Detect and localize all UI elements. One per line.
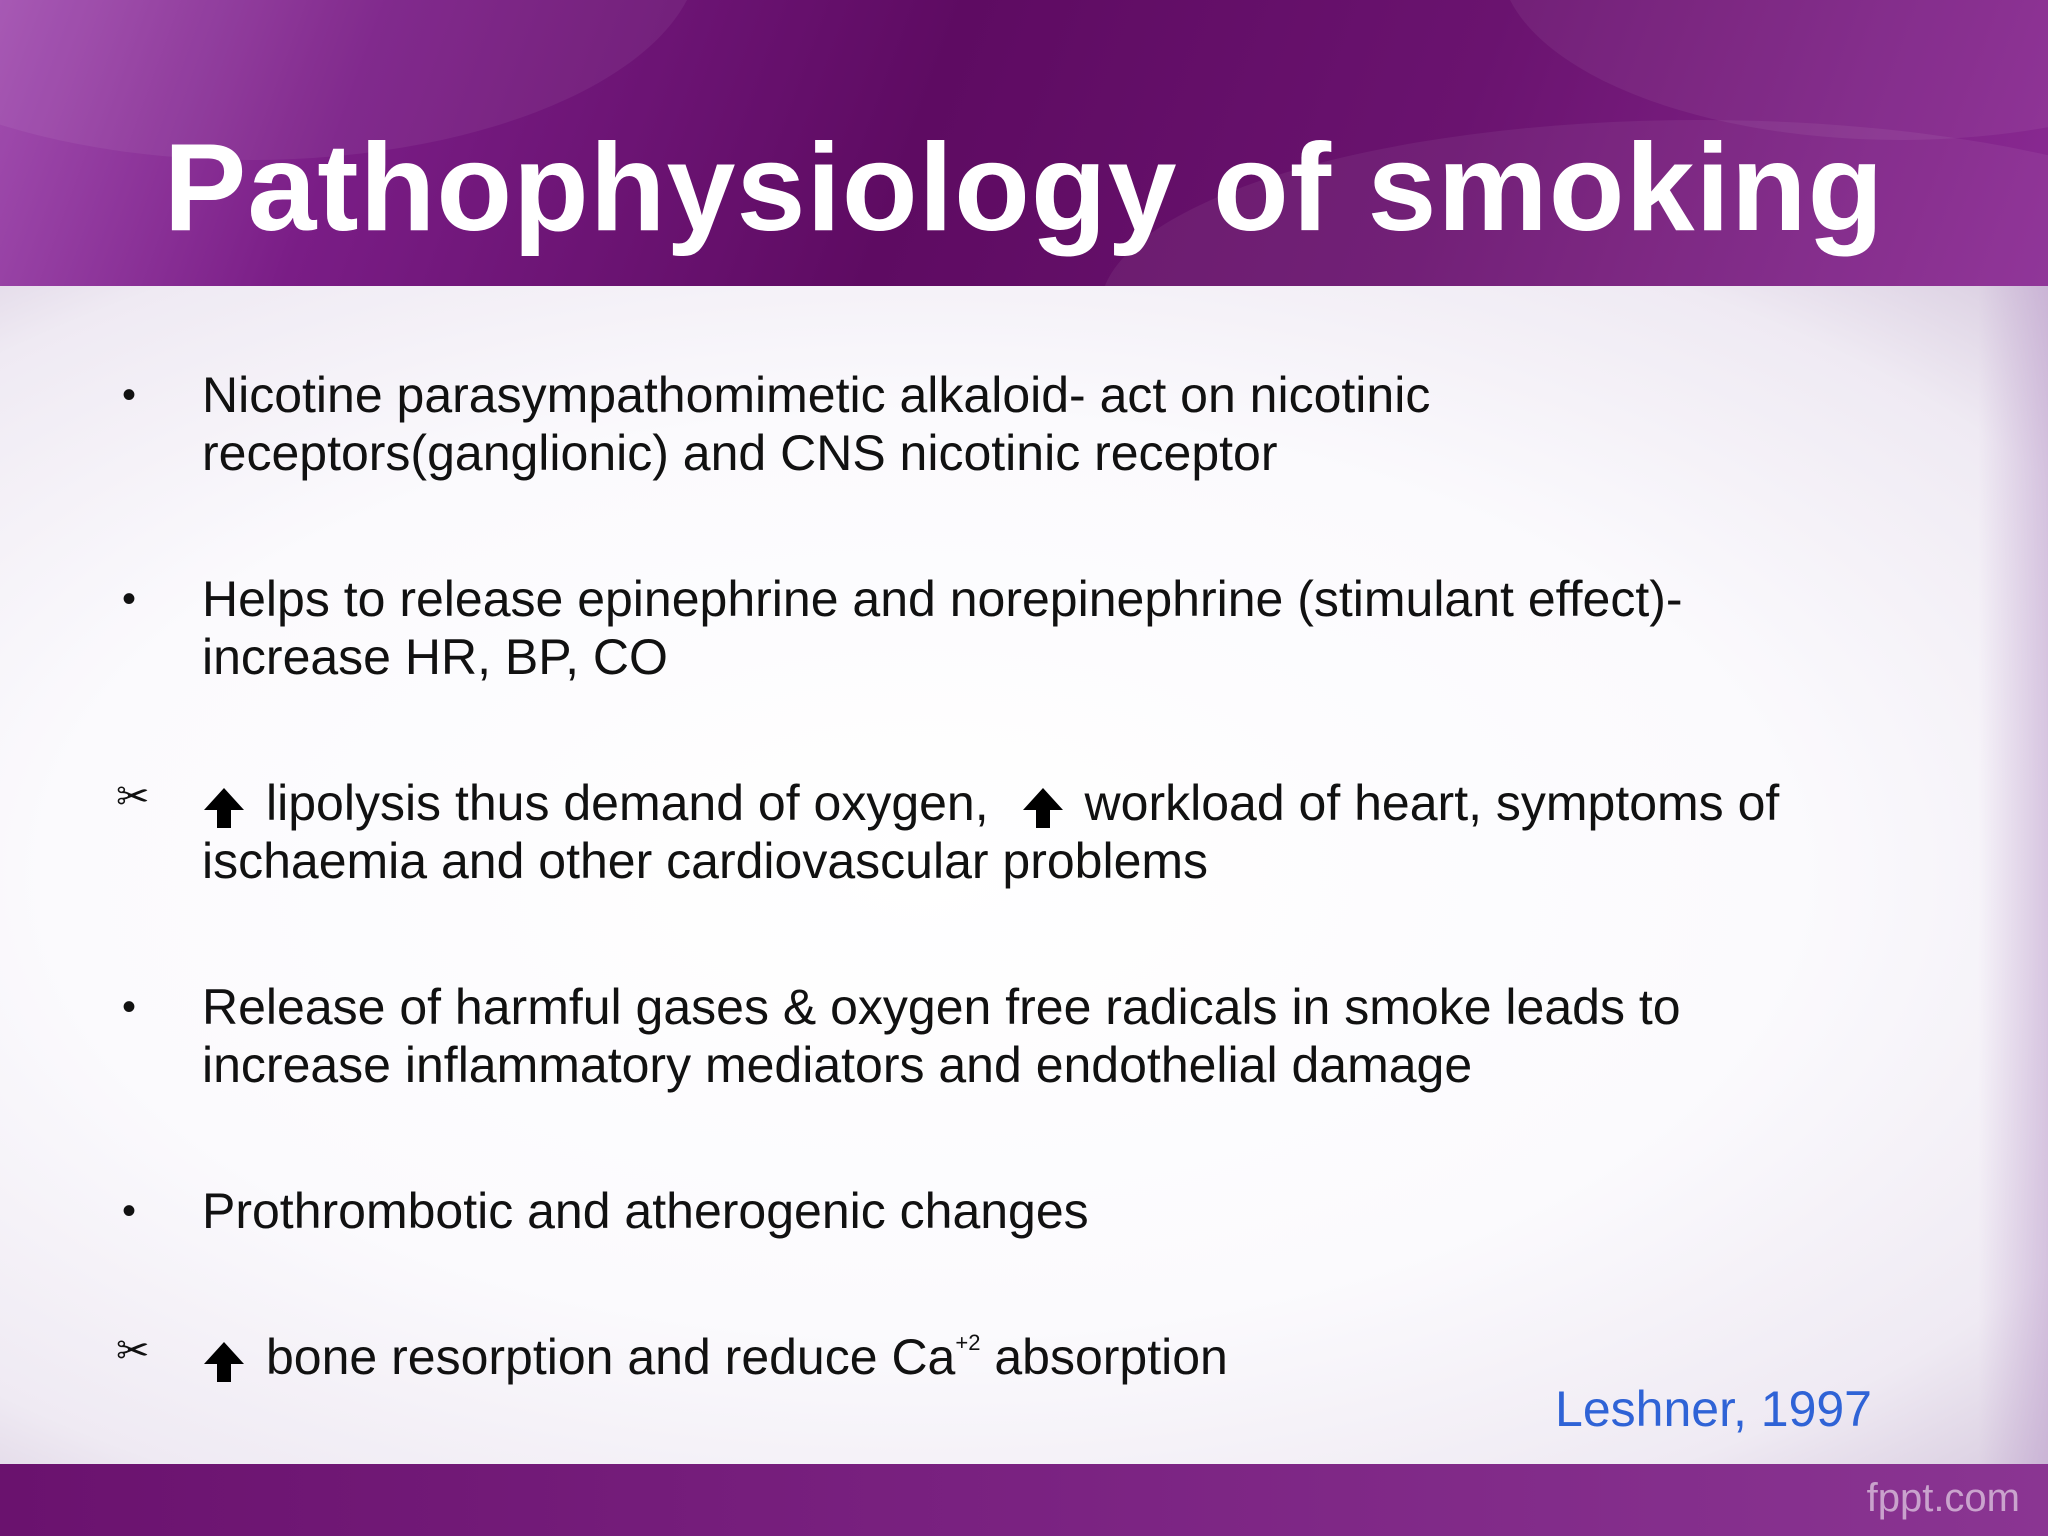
bullet-text: increase inflammatory mediators and endothelial damage (202, 1037, 1473, 1093)
bullet-text: Helps to release epinephrine and norepinephrine (stimulant effect)- (202, 571, 1683, 627)
bullet-text: Prothrombotic and atherogenic changes (202, 1183, 1089, 1239)
bullet-item (116, 1328, 1920, 1386)
bullet-item (120, 978, 1920, 1094)
brand-watermark: fppt.com (1866, 1476, 2020, 1520)
bullet-item (116, 774, 1920, 890)
bullet-text: lipolysis thus demand of oxygen, (266, 775, 989, 831)
slide-title: Pathophysiology of smoking (163, 119, 1885, 257)
bullet-item (120, 570, 1920, 686)
scissors-icon: ✂ (116, 775, 150, 819)
bullet-text: ischaemia and other cardiovascular problems (202, 833, 1209, 889)
up-arrow-icon (202, 1340, 246, 1384)
bullet-text: receptors(ganglionic) and CNS nicotinic receptor (202, 425, 1278, 481)
up-arrow-icon (202, 786, 246, 830)
bullet-dot: • (122, 373, 137, 417)
bullet-dot: • (122, 577, 137, 621)
footer-band (0, 1464, 2048, 1536)
side-strip (1978, 286, 2048, 1464)
superscript: +2 (955, 1330, 981, 1355)
bullet-dot: • (122, 1189, 137, 1233)
bullet-text: absorption (980, 1329, 1228, 1385)
bullet-item (120, 366, 1920, 482)
bullet-text: increase HR, BP, CO (202, 629, 668, 685)
up-arrow-icon (1021, 786, 1065, 830)
bullet-text: workload of heart, symptoms of (1084, 775, 1780, 831)
bullet-dot: • (122, 985, 137, 1029)
bullet-text: Nicotine parasympathomimetic alkaloid- act on nicotinic (202, 367, 1431, 423)
citation: Leshner, 1997 (1555, 1381, 1872, 1437)
bullet-text: bone resorption and reduce Ca (266, 1329, 956, 1385)
scissors-icon: ✂ (116, 1329, 150, 1373)
bullet-list (116, 366, 1920, 1386)
bullet-text: Release of harmful gases & oxygen free radicals in smoke leads to (202, 979, 1681, 1035)
bullet-item (120, 1182, 1920, 1240)
